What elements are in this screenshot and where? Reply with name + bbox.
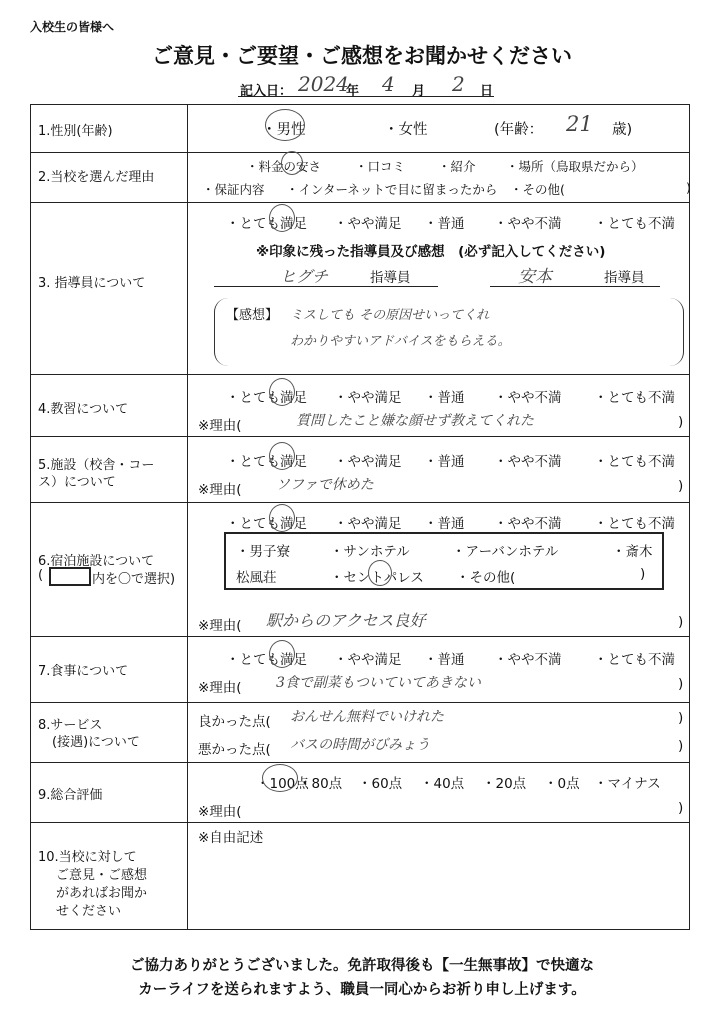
- q7-option-dissatisfied[interactable]: ・やや不満: [494, 652, 562, 668]
- q2-option-warranty[interactable]: ・保証内容: [202, 182, 265, 197]
- page-title: ご意見・ご要望・ご感想をお聞かせください: [152, 44, 572, 68]
- q8-bad-close-paren: ): [678, 738, 684, 754]
- q1-male-option[interactable]: ・男性: [262, 122, 306, 138]
- q8-good-close-paren: ): [678, 710, 684, 726]
- q9-option-100[interactable]: ・100点: [256, 776, 309, 792]
- lodging-option-dorm[interactable]: ・男子寮: [236, 544, 290, 560]
- date-underline: [238, 96, 494, 97]
- q6-option-satisfied[interactable]: ・やや満足: [334, 516, 402, 532]
- q6-option-very-satisfied[interactable]: ・とても満足: [226, 516, 307, 532]
- q2-option-reviews[interactable]: ・口コミ: [355, 159, 406, 174]
- q6-label-line2-a: (: [38, 568, 44, 583]
- q5-option-very-dissatisfied[interactable]: ・とても不満: [594, 454, 675, 470]
- q3-impression-line2: わかりやすいアドバイスをもらえる。: [290, 334, 511, 349]
- q5-close-paren: ): [678, 478, 684, 494]
- q3-option-very-satisfied[interactable]: ・とても満足: [226, 216, 307, 232]
- q5-option-dissatisfied[interactable]: ・やや不満: [494, 454, 562, 470]
- selection-circle: [269, 378, 295, 406]
- date-label: 記入日：: [240, 84, 293, 99]
- q4-option-very-satisfied[interactable]: ・とても満足: [226, 390, 307, 406]
- q10-label-line4: せください: [56, 904, 122, 919]
- q2-option-location[interactable]: ・場所（鳥取県だから）: [506, 159, 644, 174]
- q1-female-option[interactable]: ・女性: [384, 122, 428, 138]
- selection-circle: [269, 442, 295, 470]
- lodging-option-saiki[interactable]: ・斎木: [612, 544, 653, 560]
- footer-line1: ご協力ありがとうございました。免許取得後も【一生無事故】で快適な: [130, 958, 594, 974]
- q2-close-paren: ): [686, 180, 691, 195]
- q4-reason-value: 質問したこと嫌な顔せず教えてくれた: [296, 413, 534, 429]
- q8-label-line2: (接遇)について: [52, 735, 140, 750]
- q5-option-neutral[interactable]: ・普通: [424, 454, 465, 470]
- q8-bad-label: 悪かった点(: [198, 742, 271, 758]
- q10-label-line2: ご意見・ご感想: [56, 868, 148, 883]
- q2-option-other[interactable]: ・その他(: [510, 182, 565, 197]
- date-day-suffix: 日: [480, 84, 494, 99]
- q4-option-satisfied[interactable]: ・やや満足: [334, 390, 402, 406]
- q3-instructor1-suffix: 指導員: [370, 270, 411, 286]
- q4-option-very-dissatisfied[interactable]: ・とても不満: [594, 390, 675, 406]
- q7-label: 7.食事について: [38, 664, 129, 679]
- q9-option-60[interactable]: ・60点: [358, 776, 403, 792]
- q4-option-dissatisfied[interactable]: ・やや不満: [494, 390, 562, 406]
- q2-label: 2.当校を選んだ理由: [38, 170, 155, 185]
- date-day: 2: [452, 72, 465, 96]
- q7-option-very-dissatisfied[interactable]: ・とても不満: [594, 652, 675, 668]
- lodging-option-urban-hotel[interactable]: ・アーバンホテル: [452, 544, 559, 560]
- date-month: 4: [382, 72, 395, 96]
- q1-age-value: 21: [566, 112, 593, 136]
- q4-option-neutral[interactable]: ・普通: [424, 390, 465, 406]
- q3-instructor2-name: 安本: [518, 267, 552, 287]
- q7-option-satisfied[interactable]: ・やや満足: [334, 652, 402, 668]
- q2-option-referral[interactable]: ・紹介: [438, 159, 476, 174]
- selection-circle: [265, 109, 305, 141]
- footer-line2: カーライフを送られますよう、職員一同心からお祈り申し上げます。: [138, 982, 586, 998]
- q6-label-box: [49, 567, 91, 586]
- q10-free-label: ※自由記述: [198, 830, 264, 846]
- q2-option-price[interactable]: ・料金の安さ: [246, 159, 322, 174]
- lodging-option-saint-palace[interactable]: ・セントパレス: [330, 570, 424, 586]
- q6-option-neutral[interactable]: ・普通: [424, 516, 465, 532]
- q9-option-0[interactable]: ・0点: [544, 776, 580, 792]
- q4-close-paren: ): [678, 414, 684, 430]
- q9-option-minus[interactable]: ・マイナス: [594, 776, 661, 792]
- q3-instruction: ※印象に残った指導員及び感想 (必ず記入してください): [256, 244, 606, 260]
- q3-option-satisfied[interactable]: ・やや満足: [334, 216, 402, 232]
- q6-option-very-dissatisfied[interactable]: ・とても不満: [594, 516, 675, 532]
- instructor2-underline: [490, 286, 660, 287]
- q10-label-line3: があればお聞か: [56, 886, 148, 901]
- q2-option-internet[interactable]: ・インターネットで目に留まったから: [286, 182, 498, 197]
- date-year-suffix: 年: [346, 84, 360, 99]
- q8-label-line1: 8.サービス: [38, 718, 103, 733]
- q3-option-neutral[interactable]: ・普通: [424, 216, 465, 232]
- q3-instructor1-name: ヒグチ: [280, 267, 329, 286]
- q8-good-value: おんせん無料でいけれた: [290, 709, 444, 725]
- q1-age-suffix: 歳): [612, 122, 633, 138]
- q5-option-satisfied[interactable]: ・やや満足: [334, 454, 402, 470]
- q10-label-line1: 10.当校に対して: [38, 850, 137, 865]
- q5-reason-label: ※理由(: [198, 482, 242, 498]
- q9-option-20[interactable]: ・20点: [482, 776, 527, 792]
- q4-label: 4.教習について: [38, 402, 129, 417]
- date-year: 2024: [298, 72, 349, 96]
- q6-reason-label: ※理由(: [198, 618, 242, 634]
- q5-reason-value: ソファで休めた: [276, 477, 374, 493]
- q3-label: 3. 指導員について: [38, 276, 146, 291]
- lodging-options-box: [224, 532, 664, 590]
- q9-label: 9.総合評価: [38, 788, 103, 803]
- q1-label: 1.性別(年齢): [38, 124, 113, 139]
- q9-close-paren: ): [678, 800, 684, 816]
- q7-option-very-satisfied[interactable]: ・とても満足: [226, 652, 307, 668]
- q3-instructor2-suffix: 指導員: [604, 270, 645, 286]
- q9-option-40[interactable]: ・40点: [420, 776, 465, 792]
- lodging-option-sun-hotel[interactable]: ・サンホテル: [330, 544, 410, 560]
- q3-impression-label: 【感想】: [226, 308, 279, 323]
- date-month-suffix: 月: [412, 84, 426, 99]
- q6-label-line2-b: 内を〇で選択): [92, 572, 176, 587]
- q1-age-label: (年齢：: [494, 122, 544, 138]
- q4-reason-label: ※理由(: [198, 418, 242, 434]
- salutation: 入校生の皆様へ: [30, 20, 115, 34]
- q7-reason-label: ※理由(: [198, 680, 242, 696]
- lodging-close-paren: ): [640, 566, 646, 582]
- q3-option-very-dissatisfied[interactable]: ・とても不満: [594, 216, 675, 232]
- q5-option-very-satisfied[interactable]: ・とても満足: [226, 454, 307, 470]
- q5-label-line2: ス）について: [38, 475, 116, 490]
- q5-label-line1: 5.施設（校舎・コー: [38, 458, 155, 473]
- q7-option-neutral[interactable]: ・普通: [424, 652, 465, 668]
- lodging-option-other[interactable]: ・その他(: [456, 570, 516, 586]
- selection-circle: [269, 640, 295, 668]
- instructor1-underline: [214, 286, 438, 287]
- q8-bad-value: バスの時間がびみょう: [290, 737, 430, 753]
- q8-good-label: 良かった点(: [198, 714, 271, 730]
- selection-circle: [269, 504, 295, 532]
- q9-reason-label: ※理由(: [198, 804, 242, 820]
- selection-circle: [281, 151, 303, 175]
- q7-reason-value: 3食で副菜もついていてあきない: [276, 675, 481, 691]
- q3-option-dissatisfied[interactable]: ・やや不満: [494, 216, 562, 232]
- q6-reason-value: 駅からのアクセス良好: [266, 611, 426, 630]
- q7-answer-cell: [188, 637, 690, 703]
- q9-option-80[interactable]: ・80点: [298, 776, 343, 792]
- q7-close-paren: ): [678, 676, 684, 692]
- q3-impression-line1: ミスしても その原因せいってくれ: [290, 308, 490, 323]
- selection-circle: [368, 560, 392, 586]
- lodging-option-shofuso[interactable]: 松風荘: [236, 570, 277, 586]
- selection-circle: [269, 204, 295, 232]
- selection-circle: [262, 764, 298, 792]
- q6-option-dissatisfied[interactable]: ・やや不満: [494, 516, 562, 532]
- q6-close-paren: ): [678, 614, 684, 630]
- q6-label-line1: 6.宿泊施設について: [38, 554, 155, 569]
